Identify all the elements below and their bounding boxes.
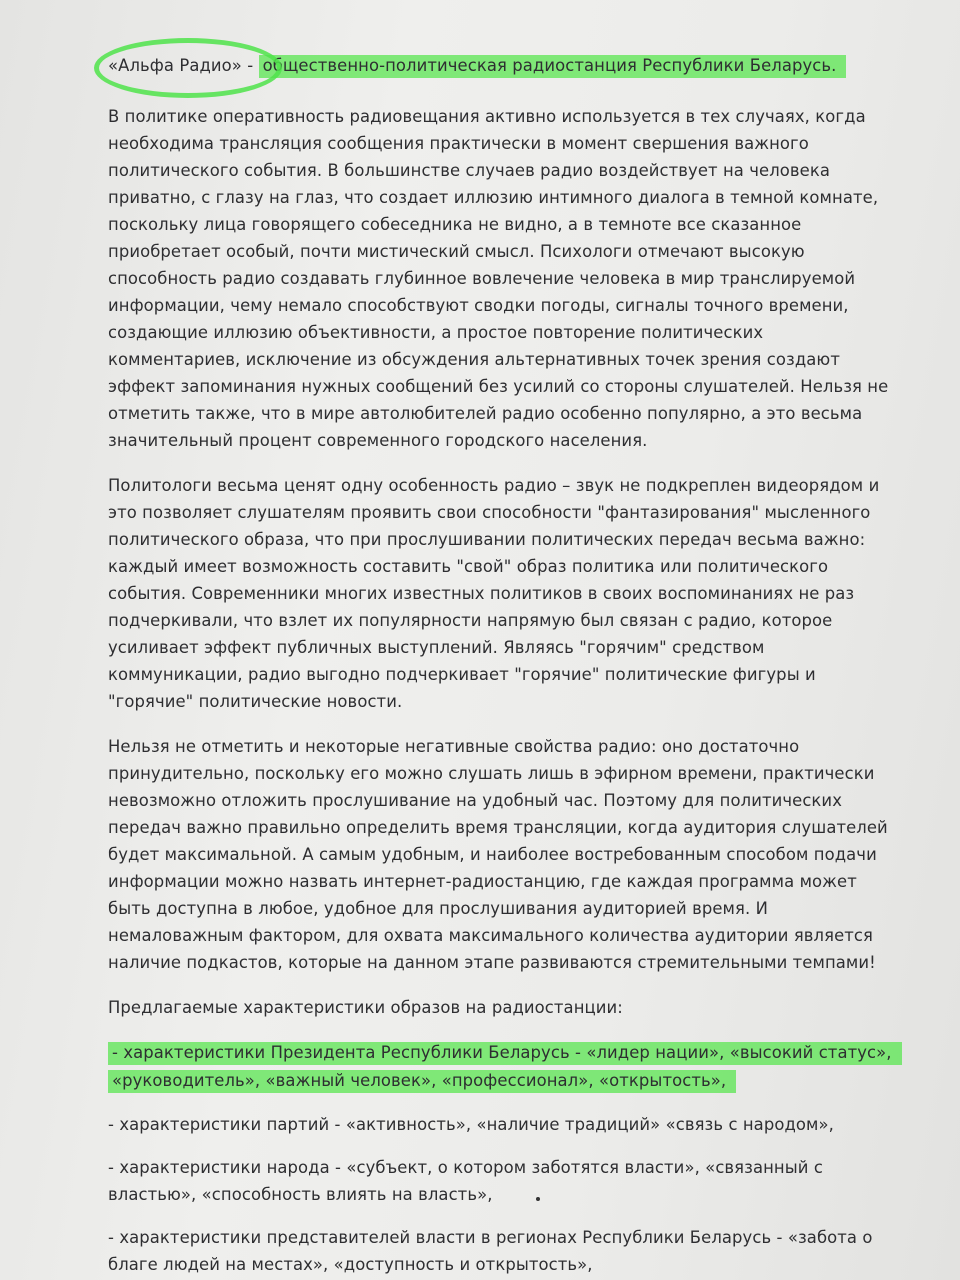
list-item: - характеристики представителей власти в регионах Республики Беларусь - «забота о благе людей на местах», «доступность и открытость», (108, 1228, 873, 1274)
characteristics-list (108, 1039, 898, 1278)
characteristics-intro: Предлагаемые характеристики образов на радиостанции: (108, 998, 623, 1017)
list-item: - характеристики партий - «активность», «наличие традиций» «связь с народом», (108, 1115, 834, 1134)
paragraph-2: Политологи весьма ценят одну особенность радио – звук не подкреплен видеорядом и это позволяет слушателям проявить свои способности "фантазирования" мысленного политического образа, что при прослушивании политических передач весьма важно: каждый имеет возможность составить "свой" образ политика или политического события. Современники многих известных политиков в своих воспоминаниях не раз подчеркивали, что взлет их популярности напрямую был связан с радио, которое усиливает эффект публичных выступлений. Являясь "горячим" средством коммуникации, радио выгодно подчеркивает "горячие" политические фигуры и "горячие" политические новости. (108, 476, 880, 711)
paragraph-3: Нельзя не отметить и некоторые негативные свойства радио: оно достаточно принудительно, поскольку его можно слушать лишь в эфирном времени, практически невозможно отложить прослушивание на удобный час. Поэтому для политических передач важно правильно определить время трансляции, когда аудитория слушателей будет максимальной. А самым удобным, и наиболее востребованным способом подачи информации можно назвать интернет-радиостанцию, где каждая программа может быть доступна в любое, удобное для прослушивания аудиторией время. И немаловажным фактором, для охвата максимального количества аудитории является наличие подкастов, которые на данном этапе развиваются стремительными темпами! (108, 737, 888, 972)
list-item: - характеристики народа - «субъект, о котором заботятся власти», «связанный с властью», «способность влиять на власть», (108, 1158, 823, 1204)
title-rest-highlighted: общественно-политическая радиостанция Республики Беларусь. (259, 55, 847, 78)
list-item-highlighted: - характеристики Президента Республики Беларусь - «лидер нации», «высокий статус», «руководитель», «важный человек», «профессионал», «открытость», (108, 1042, 902, 1093)
ink-dot (536, 1197, 540, 1201)
document-title (108, 52, 898, 79)
title-brand-circled: «Альфа Радио» - (108, 52, 253, 79)
document-body (108, 52, 898, 1280)
list-item (108, 1039, 898, 1095)
paragraph-1: В политике оперативность радиовещания активно используется в тех случаях, когда необходима трансляция сообщения практически в момент свершения важного политического события. В большинстве случаев радио воздействует на человека приватно, с глазу на глаз, что создает иллюзию интимного диалога в темной комнате, поскольку лица говорящего собеседника не видно, а в темноте все сказанное приобретает особый, почти мистический смысл. Психологи отмечают высокую способность радио создавать глубинное вовлечение человека в мир транслируемой информации, чему немало способствуют сводки погоды, сигналы точного времени, создающие иллюзию объективности, а простое повторение политических комментариев, исключение из обсуждения альтернативных точек зрения создают эффект запоминания нужных сообщений без усилий со стороны слушателей. Нельзя не отметить также, что в мире автолюбителей радио особенно популярно, а это весьма значительный процент современного городского населения. (108, 107, 889, 450)
